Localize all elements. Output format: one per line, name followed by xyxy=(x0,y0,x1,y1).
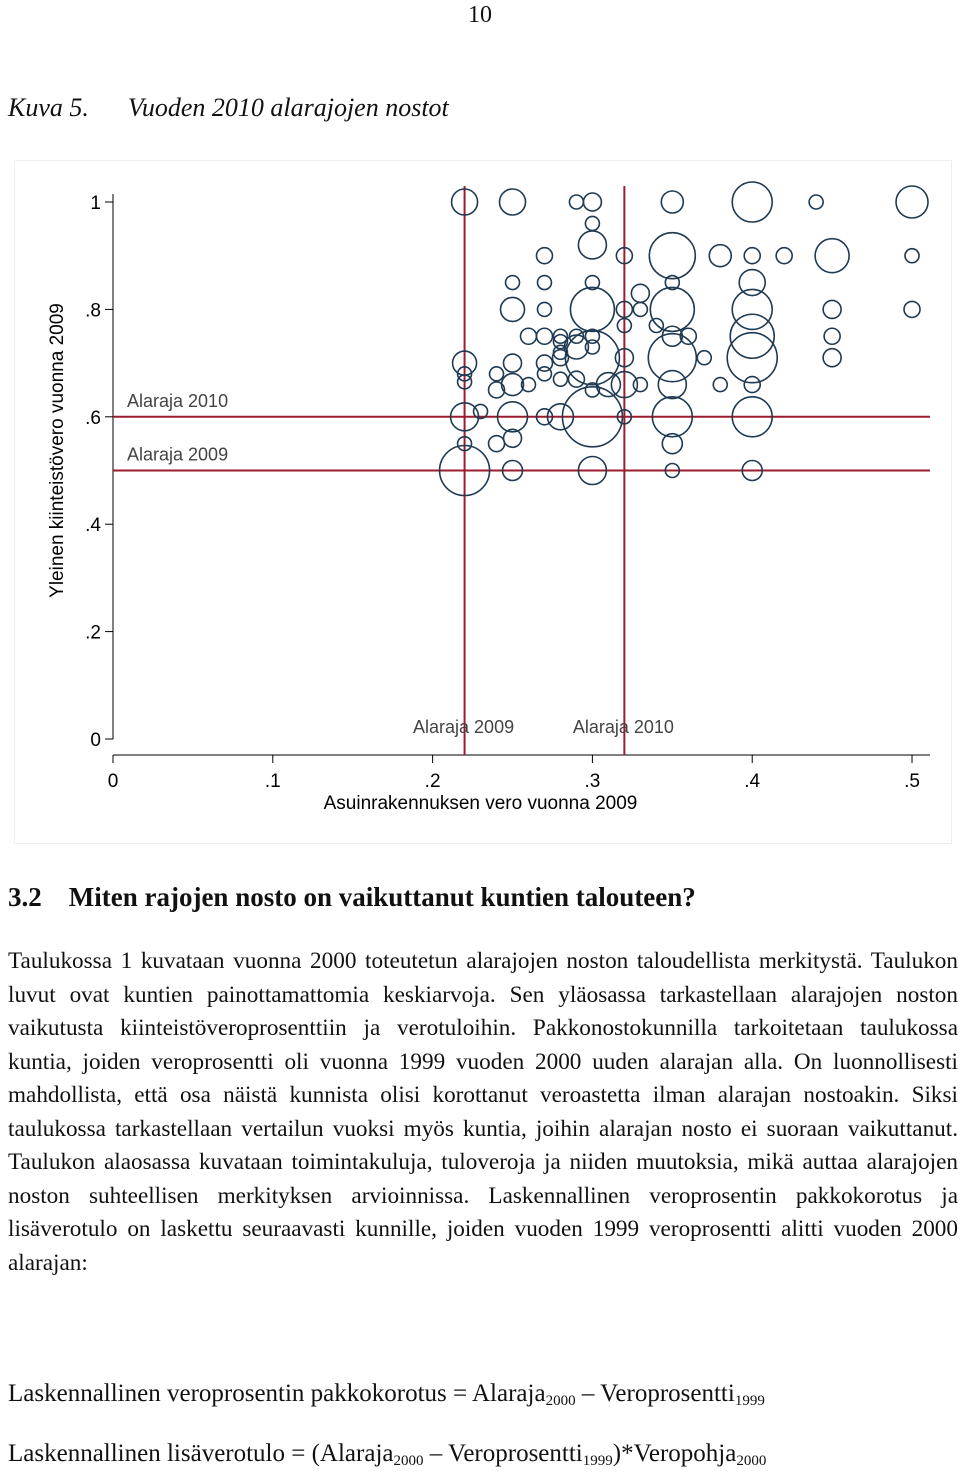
y-tick-label: 1 xyxy=(90,193,101,214)
data-point xyxy=(661,191,683,213)
data-point xyxy=(896,186,928,218)
data-point xyxy=(824,328,840,344)
data-point xyxy=(732,182,772,222)
x-axis-title: Asuinrakennuksen vero vuonna 2009 xyxy=(323,793,638,814)
data-point xyxy=(570,287,614,331)
data-point xyxy=(596,373,620,397)
data-point xyxy=(744,377,760,393)
data-point xyxy=(713,378,727,392)
x-tick-label: .3 xyxy=(584,771,601,792)
data-point xyxy=(649,233,695,279)
data-point xyxy=(536,248,552,264)
data-point xyxy=(823,349,841,367)
formula-1-mid: – Veroprosentti xyxy=(575,1380,735,1407)
formula-lisaverotulo xyxy=(8,1440,766,1470)
data-point xyxy=(569,195,583,209)
data-point xyxy=(776,248,792,264)
data-point xyxy=(504,354,522,372)
data-point xyxy=(489,436,505,452)
x-tick-label: .4 xyxy=(744,771,761,792)
data-point xyxy=(697,351,711,365)
figure-panel xyxy=(14,160,952,844)
data-point xyxy=(506,276,520,290)
body-paragraph: Taulukossa 1 kuvataan vuonna 2000 toteutetun alarajojen noston taloudellista merkitystä. Taulukon luvut ovat kuntien painottamattomia keskiarvoja. Sen yläosassa tarkastellaan alarajojen noston vaikutusta kiinteistöveroprosenttiin ja verotuloihin. Pakkonostokunnilla tarkoitetaan taulukossa kuntia, joiden veroprosentti oli vuonna 1999 vuoden 2000 uuden alarajan alla. On luonnollisesti mahdollista, että osa näistä kunnista olisi korottanut veroastetta ilman alarajan nostoakin. Siksi taulukossa tarkastellaan vertailun vuoksi myös kuntia, joihin alarajan nosto ei suoraan vaikuttanut. Taulukon alaosassa kuvataan toimintakuluja, tuloveroja ja niiden muutoksia, mikä auttaa alarajojen noston suhteellisen merkityksen arvioinnissa. Laskennallinen veroprosentin pakkokorotus ja lisäverotulo on laskettu seuraavasti kunnille, joiden vuoden 1999 veroprosentti alitti vuoden 2000 alarajan: xyxy=(8,948,958,1276)
reference-line-label: Alaraja 2010 xyxy=(127,390,229,411)
x-tick-label: .1 xyxy=(264,771,281,792)
data-point xyxy=(633,302,647,316)
data-point xyxy=(662,326,682,346)
data-point xyxy=(730,314,774,358)
data-point xyxy=(578,231,606,259)
data-point xyxy=(500,189,526,215)
formula-2-mid: – Veroprosentti xyxy=(423,1440,583,1467)
data-point xyxy=(905,249,919,263)
reference-line-label: Alaraja 2009 xyxy=(127,444,229,465)
data-point xyxy=(631,284,649,302)
section-heading: 3.2 Miten rajojen nosto on vaikuttanut kuntien talouteen? xyxy=(8,882,696,912)
data-point xyxy=(520,328,536,344)
data-point xyxy=(501,297,525,321)
data-point xyxy=(648,334,696,382)
formula-pakkokorotus xyxy=(8,1380,765,1410)
y-tick-label: .8 xyxy=(85,300,101,322)
reference-line-label: Alaraja 2010 xyxy=(572,717,674,737)
formula-1-lhs: Laskennallinen veroprosentin pakkokorotus = Alaraja xyxy=(8,1380,546,1407)
y-axis-title: Yleinen kiinteistövero vuonna 2009 xyxy=(47,303,68,598)
data-point xyxy=(565,331,619,385)
bubble-scatter-chart xyxy=(15,161,951,843)
data-point xyxy=(536,328,552,344)
data-point xyxy=(650,287,694,331)
x-tick-label: .5 xyxy=(904,771,920,792)
x-tick-label: 0 xyxy=(107,771,119,792)
data-point xyxy=(815,239,849,273)
x-tick-label: .2 xyxy=(424,771,441,792)
y-tick-label: 0 xyxy=(90,730,101,751)
formula-2-tail: )*Veropohja xyxy=(612,1440,737,1467)
data-point xyxy=(823,300,841,318)
data-point xyxy=(744,248,760,264)
data-point xyxy=(633,378,647,392)
data-point xyxy=(658,371,686,399)
y-tick-label: .6 xyxy=(85,407,101,429)
data-point xyxy=(904,301,920,317)
formula-2-sub-2000: 2000 xyxy=(393,1453,424,1469)
y-tick-label: .4 xyxy=(85,515,101,537)
data-point xyxy=(537,367,551,381)
data-point xyxy=(490,367,504,381)
formula-1-sub-1999: 1999 xyxy=(734,1393,765,1409)
data-point xyxy=(585,216,599,230)
data-point xyxy=(585,340,599,354)
data-point xyxy=(709,245,731,267)
formula-1-sub-2000: 2000 xyxy=(545,1393,576,1409)
page-number: 10 xyxy=(468,2,492,28)
data-point xyxy=(537,276,551,290)
data-point xyxy=(553,372,567,386)
formula-2-sub-veropohja: 2000 xyxy=(736,1453,767,1469)
data-point xyxy=(583,193,601,211)
figure-caption: Kuva 5. Vuoden 2010 alarajojen nostot xyxy=(8,93,449,122)
reference-line-label: Alaraja 2009 xyxy=(413,717,515,737)
formula-2-sub-1999: 1999 xyxy=(582,1453,613,1469)
formula-2-lhs: Laskennallinen lisäverotulo = (Alaraja xyxy=(8,1440,394,1467)
data-point xyxy=(809,195,823,209)
data-point xyxy=(537,302,551,316)
y-tick-label: .2 xyxy=(85,622,101,644)
